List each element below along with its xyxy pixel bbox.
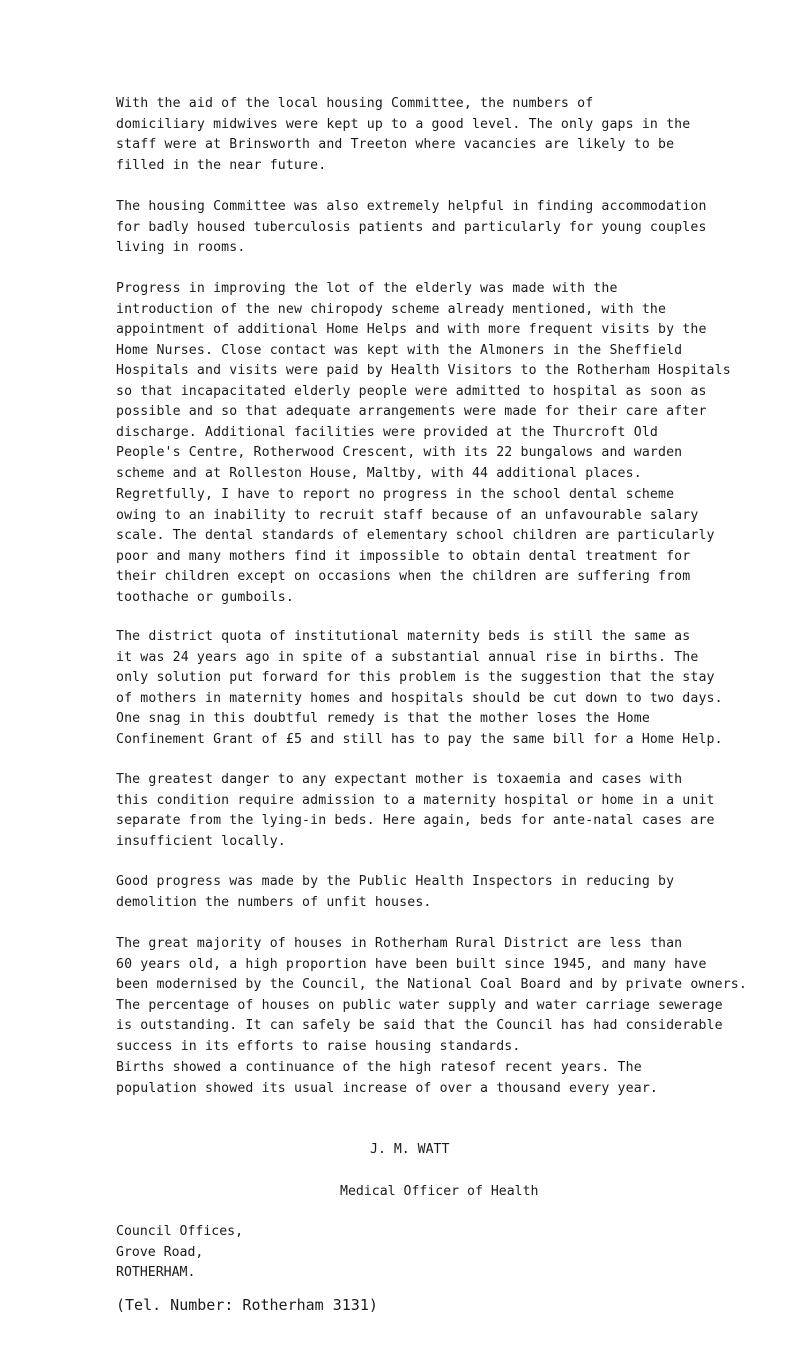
paragraph-dental-scheme: Regretfully, I have to report no progress in the school dental scheme owing to an inability to recruit staff because of an unfavourable salary scale. The dental standards of elementary school children are particularly poor and many mothers find it impossible to obtain dental treatment for their children except on occasions when the children are suffering from toothache or gumboils. <box>116 487 715 605</box>
paragraph-demolition: Good progress was made by the Public Health Inspectors in reducing by demolition the numbers of unfit houses. <box>116 874 675 910</box>
paragraph-midwives: With the aid of the local housing Committee, the numbers of domiciliary midwives were kept up to a good level. The only gaps in the staff were at Brinsworth and Treeton where vacancies are likely to be filled in the near future. <box>116 96 691 173</box>
telephone-number: (Tel. Number: Rotherham 3131) <box>116 1296 378 1314</box>
paragraph-toxaemia: The greatest danger to any expectant mother is toxaemia and cases with this condition require admission to a maternity hospital or home in a unit separate from the lying-in beds. Here again, beds for ante-natal cases are insufficient locally. <box>116 772 715 849</box>
paragraph-maternity-beds: The district quota of institutional maternity beds is still the same as it was 24 years ago in spite of a substantial annual rise in births. The only solution put forward for this problem is the suggestion that the stay of mothers in maternity homes and hospitals should be cut down to two days. One snag in this doubtful remedy is that the mother loses the Home Confinement Grant of £5 and still has to pay the same bill for a Home Help. <box>116 629 723 747</box>
signature-name: J. M. WATT <box>370 1142 450 1157</box>
paragraph-births: Births showed a continuance of the high ratesof recent years. The population showed its usual increase of over a thousand every year. <box>116 1060 658 1096</box>
office-address: Council Offices, Grove Road, ROTHERHAM. <box>116 1224 244 1280</box>
paragraph-housing-committee: The housing Committee was also extremely helpful in finding accommodation for badly housed tuberculosis patients and particularly for young couples living in rooms. <box>116 199 707 255</box>
paragraph-elderly: Progress in improving the lot of the elderly was made with the introduction of the new chiropody scheme already mentioned, with the appointment of additional Home Helps and with more frequent visits by the Home Nurses. Close contact was kept with the Almoners in the Sheffield Hospitals and visits were paid by Health Visitors to the Rotherham Hospitals so that incapacitated elderly people were admitted to hospital as soon as possible and so that adequate arrangements were made for their care after discharge. Additional facilities were provided at the Thurcroft Old People's Centre, Rotherwood Crescent, with its 22 bungalows and warden scheme and at Rolleston House, Maltby, with 44 additional places. <box>116 281 731 481</box>
paragraph-housing-stock: The great majority of houses in Rotherham Rural District are less than 60 years old, a high proportion have been built since 1945, and many have been modernised by the Council, the National Coal Board and by private owners. The percentage of houses on public water supply and water carriage sewerage is outstanding. It can safely be said that the Council has had considerable success in its efforts to raise housing standards. <box>116 936 747 1054</box>
signature-title: Medical Officer of Health <box>340 1184 539 1199</box>
